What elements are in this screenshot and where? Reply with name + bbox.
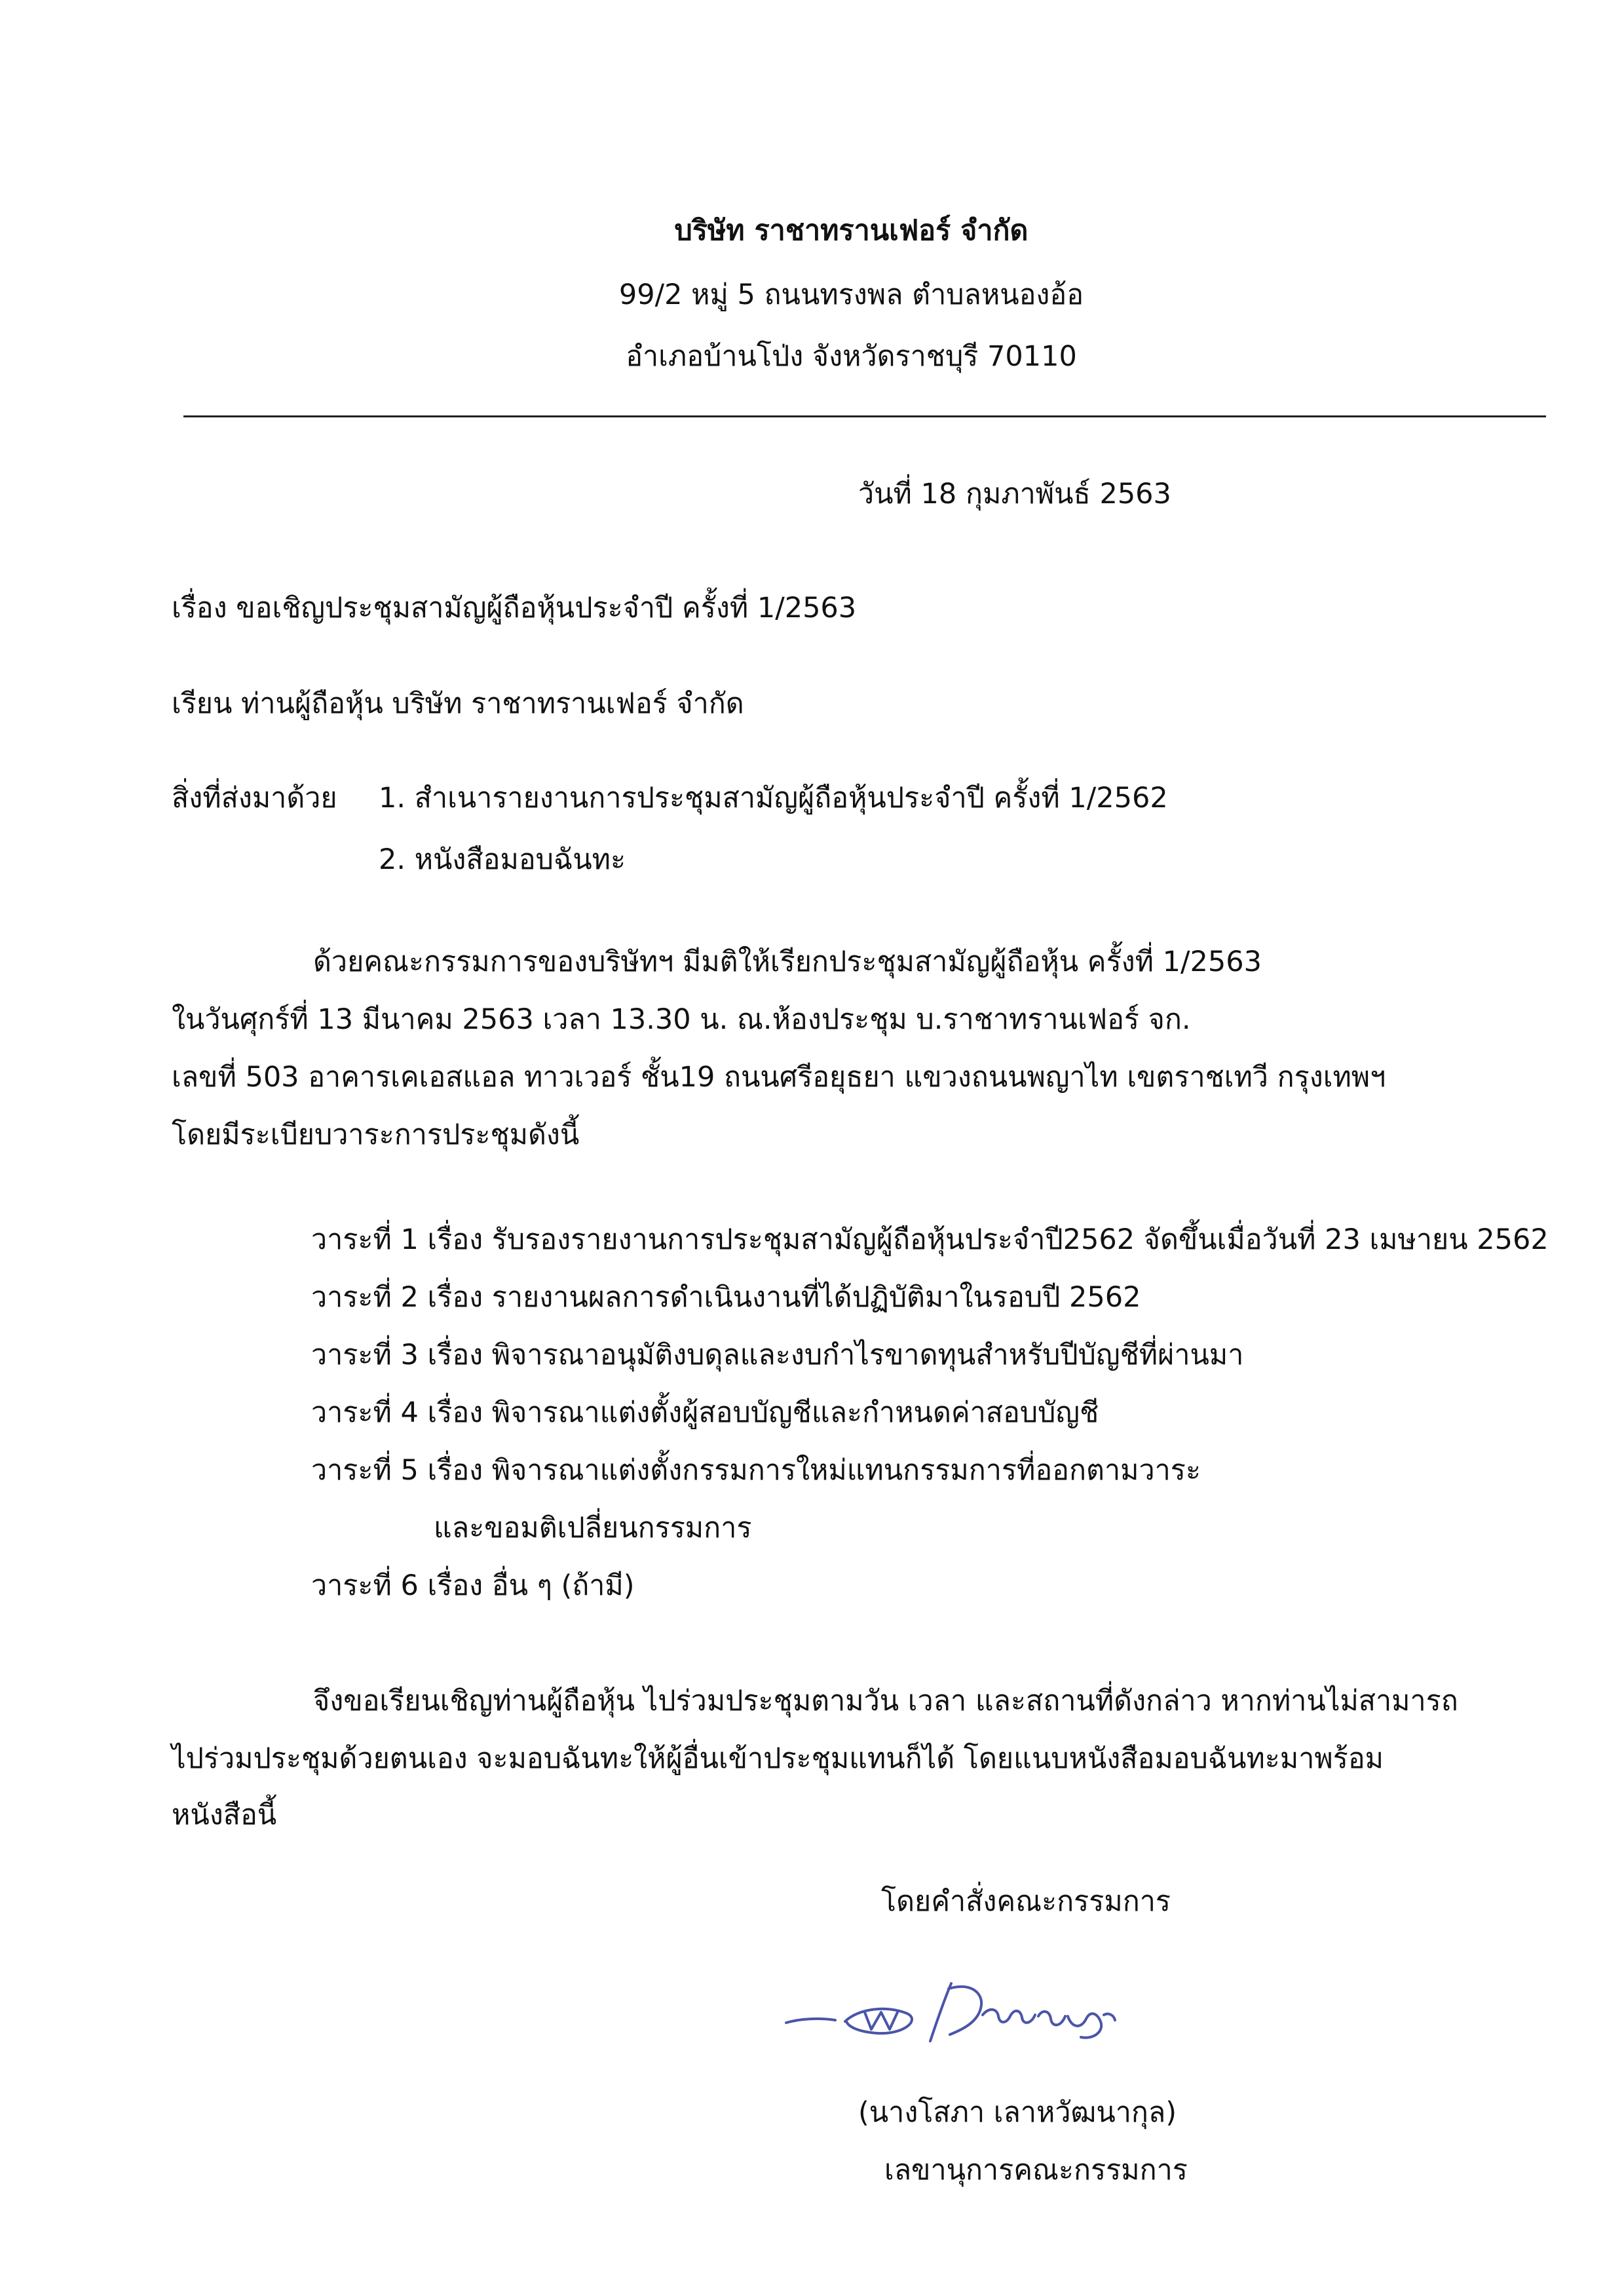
agenda-item-5-continued: และขอมติเปลี่ยนกรรมการ	[434, 1512, 752, 1544]
closing-line: ไปร่วมประชุมด้วยตนเอง จะมอบฉันทะให้ผู้อื่นเข้าประชุมแทนก็ได้ โดยแนบหนังสือมอบฉันทะมาพร้อม	[172, 1742, 1384, 1775]
body-line: ในวันศุกร์ที่ 13 มีนาคม 2563 เวลา 13.30 น. ณ.ห้องประชุม บ.ราชาทรานเฟอร์ จก.	[172, 1003, 1191, 1036]
subject-line: เรื่อง ขอเชิญประชุมสามัญผู้ถือหุ้นประจำปี ครั้งที่ 1/2563	[172, 592, 857, 624]
closing-line: จึงขอเรียนเชิญท่านผู้ถือหุ้น ไปร่วมประชุมตามวัน เวลา และสถานที่ดังกล่าว หากท่านไม่สามารถ	[313, 1685, 1458, 1717]
enclosure-item: 1. สำเนารายงานการประชุมสามัญผู้ถือหุ้นประจำปี ครั้งที่ 1/2562	[379, 782, 1168, 814]
agenda-item-3: วาระที่ 3 เรื่อง พิจารณาอนุมัติงบดุลและงบกำไรขาดทุนสำหรับปีบัญชีที่ผ่านมา	[311, 1339, 1244, 1371]
agenda-item-6: วาระที่ 6 เรื่อง อื่น ๆ (ถ้ามี)	[311, 1569, 635, 1602]
body-line: เลขที่ 503 อาคารเคเอสแอล ทาวเวอร์ ชั้น19 ถนนศรีอยุธยา แขวงถนนพญาไท เขตราชเทวี กรุงเทพฯ	[172, 1061, 1386, 1094]
agenda-item-2: วาระที่ 2 เรื่อง รายงานผลการดำเนินงานที่ได้ปฏิบัติมาในรอบปี 2562	[311, 1281, 1141, 1314]
by-order-line: โดยคำสั่งคณะกรรมการ	[881, 1885, 1171, 1918]
company-name: บริษัท ราชาทรานเฟอร์ จำกัด	[674, 214, 1029, 247]
agenda-item-5: วาระที่ 5 เรื่อง พิจารณาแต่งตั้งกรรมการใหม่แทนกรรมการที่ออกตามวาระ	[311, 1454, 1201, 1487]
address-line-1: 99/2 หมู่ 5 ถนนทรงพล ตำบลหนองอ้อ	[618, 278, 1084, 311]
body-line: โดยมีระเบียบวาระการประชุมดังนี้	[172, 1119, 580, 1151]
signatory-position: เลขานุการคณะกรรมการ	[884, 2154, 1188, 2187]
agenda-item-1: วาระที่ 1 เรื่อง รับรองรายงานการประชุมสามัญผู้ถือหุ้นประจำปี2562 จัดขึ้นเมื่อวันที่ 23 เมษายน 2562	[311, 1223, 1549, 1256]
enclosure-item: 2. หนังสือมอบฉันทะ	[379, 843, 626, 876]
handwritten-signature	[773, 1969, 1140, 2061]
letter-date: วันที่ 18 กุมภาพันธ์ 2563	[858, 478, 1171, 510]
agenda-item-4: วาระที่ 4 เรื่อง พิจารณาแต่งตั้งผู้สอบบัญชีและกำหนดค่าสอบบัญชี	[311, 1396, 1099, 1429]
enclosures-label: สิ่งที่ส่งมาด้วย	[172, 782, 337, 814]
closing-line: หนังสือนี้	[172, 1799, 277, 1831]
address-line-2: อำเภอบ้านโป่ง จังหวัดราชบุรี 70110	[626, 340, 1077, 373]
signatory-name: (นางโสภา เลาหวัฒนากุล)	[858, 2096, 1177, 2129]
body-line: ด้วยคณะกรรมการของบริษัทฯ มีมติให้เรียกประชุมสามัญผู้ถือหุ้น ครั้งที่ 1/2563	[313, 946, 1262, 978]
recipient-line: เรียน ท่านผู้ถือหุ้น บริษัท ราชาทรานเฟอร์ จำกัด	[172, 687, 744, 720]
letterhead-divider	[183, 415, 1546, 417]
